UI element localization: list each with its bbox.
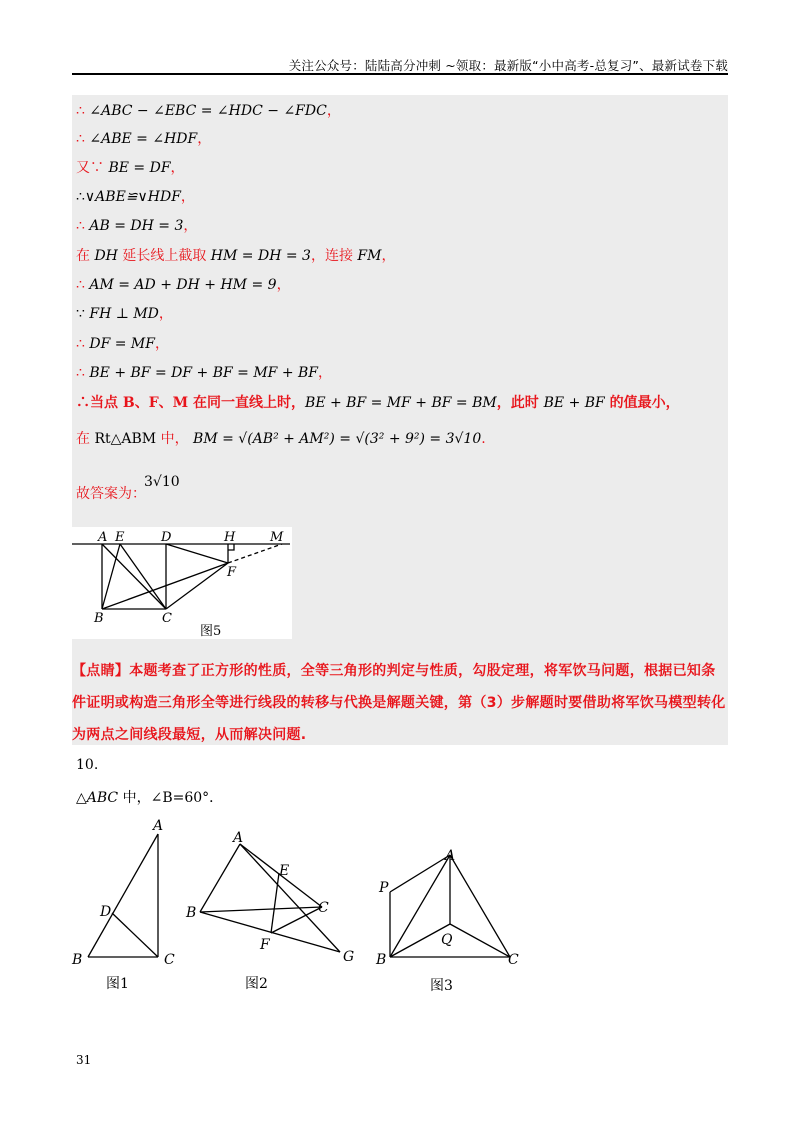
fig1-label-a: A	[153, 818, 164, 834]
page-number: 31	[76, 1053, 92, 1067]
fig3-label-c: C	[508, 952, 519, 968]
fig5-label-c: C	[162, 611, 172, 626]
fig5-label-a: A	[98, 530, 108, 545]
fig2-caption: 图2	[245, 976, 268, 992]
solution-line-2: ∴ ∠ABE = ∠HDF，	[76, 131, 212, 147]
fig5-caption: 图5	[200, 624, 222, 639]
solution-line-collinear: ∴当点 B、F、M 在同一直线上时，BE + BF = MF + BF = BM，此时 BE + BF 的值最小，	[76, 395, 680, 411]
solution-line-8: ∵ FH ⊥ MD，	[76, 306, 173, 322]
question-stem: △ABC 中，∠B=60°．	[76, 790, 224, 806]
fig2-label-f: F	[260, 937, 270, 953]
question-figures	[60, 812, 580, 1002]
fig5-label-e: E	[115, 530, 125, 545]
solution-line-10: ∴ BE + BF = DF + BF = MF + BF，	[76, 365, 333, 381]
fig3-label-p: P	[379, 880, 389, 896]
solution-line-6: 在 DH 延长线上截取 HM = DH = 3，连接 FM，	[76, 248, 396, 264]
fig3-caption: 图3	[430, 978, 453, 994]
fig3-label-q: Q	[441, 932, 453, 948]
fig2-label-b: B	[186, 905, 197, 921]
solution-line-1: ∴ ∠ABC − ∠EBC = ∠HDC − ∠FDC，	[76, 103, 341, 119]
fig2-label-a: A	[233, 830, 244, 846]
fig1-caption: 图1	[106, 976, 129, 992]
fig3-label-a: A	[445, 848, 456, 864]
fig1-label-b: B	[72, 952, 83, 968]
fig5-label-m: M	[270, 530, 284, 545]
fig1-label-c: C	[164, 952, 175, 968]
fig3-label-b: B	[376, 952, 387, 968]
fig5-label-d: D	[161, 530, 172, 545]
page-header: 关注公众号：陆陆高分冲刺 ~领取：最新版“小中高考-总复习”、最新试卷下载	[288, 58, 728, 73]
fig2-label-g: G	[343, 949, 355, 965]
fig1-label-d: D	[100, 904, 112, 920]
note-dianjing: 【点睛】本题考查了正方形的性质，全等三角形的判定与性质，勾股定理，将军饮马问题，根据已知条件证明或构造三角形全等进行线段的转移与代换是解题关键，第（3）步解题时要借助将军饮马模型转化为两点之间线段最短，从而解决问题.	[72, 663, 726, 743]
figure-5	[72, 527, 292, 639]
solution-line-9: ∴ DF = MF，	[76, 336, 169, 352]
solution-line-3: 又∵ BE = DF，	[76, 160, 185, 176]
fig5-label-f: F	[227, 565, 237, 580]
fig5-label-b: B	[94, 611, 104, 626]
solution-line-rt: 在 Rt△ABM 中， BM = √(AB² + AM²) = √(3² + 9²) = 3√10.	[76, 431, 486, 447]
fig2-label-e: E	[279, 863, 290, 879]
fig2-label-c: C	[318, 900, 329, 916]
question-number: 10.	[76, 757, 99, 773]
answer-value: 3√10	[144, 474, 180, 490]
solution-line-5: ∴ AB = DH = 3，	[76, 218, 198, 234]
fig5-label-h: H	[224, 530, 236, 545]
answer-line: 故答案为：	[76, 486, 146, 502]
solution-line-4: ∴∨ABE≌∨HDF，	[76, 189, 195, 205]
header-rule	[72, 73, 728, 75]
solution-line-7: ∴ AM = AD + DH + HM = 9，	[76, 277, 291, 293]
